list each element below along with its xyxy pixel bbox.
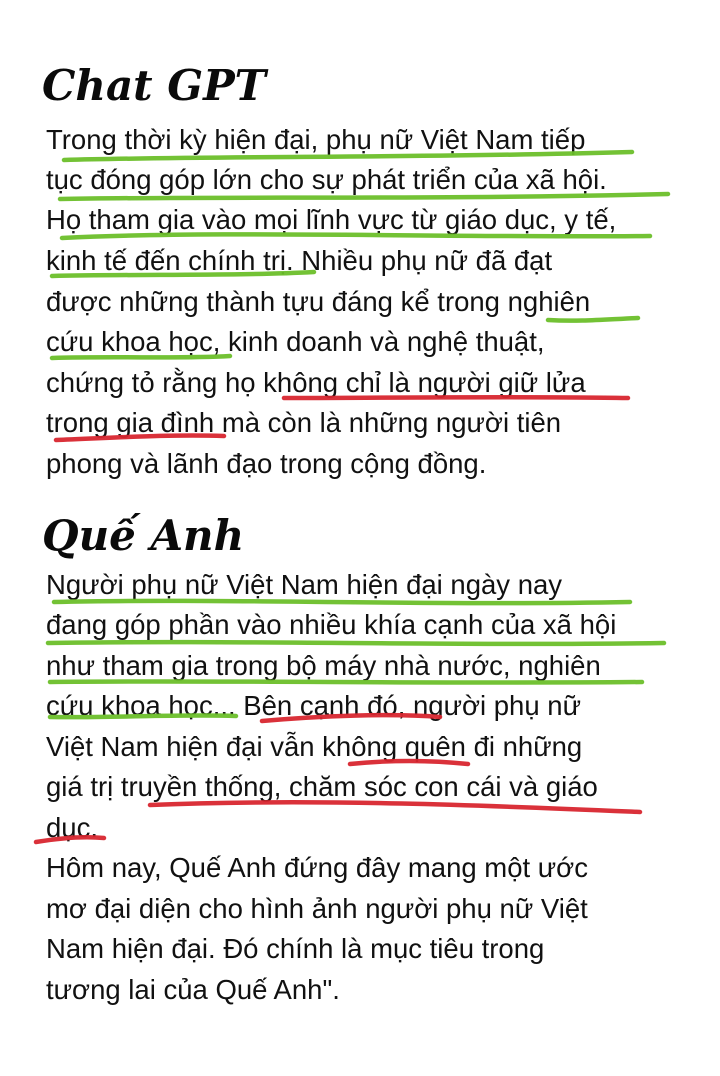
text-line: phong và lãnh đạo trong cộng đồng. — [46, 448, 487, 479]
text-line: Người phụ nữ Việt Nam hiện đại ngày nay — [46, 569, 563, 600]
text-line: đang góp phần vào nhiều khía cạnh của xã hội — [46, 609, 617, 640]
text-line: giá trị truyền thống, chăm sóc con cái và giáo — [46, 771, 598, 802]
text-line: kinh tế đến chính trị. Nhiều phụ nữ đã đạt — [46, 245, 553, 276]
text-line: chứng tỏ rằng họ không chỉ là người giữ lửa — [46, 367, 586, 398]
text-line: dục. — [46, 812, 98, 843]
text-line: mơ đại diện cho hình ảnh người phụ nữ Việt — [46, 893, 588, 924]
text-line: tục đóng góp lớn cho sự phát triển của xã hội. — [46, 164, 607, 195]
text-line: tương lai của Quế Anh". — [46, 974, 340, 1005]
text-line: cứu khoa học... Bên cạnh đó, người phụ nữ — [46, 690, 581, 721]
text-line: cứu khoa học, kinh doanh và nghệ thuật, — [46, 326, 545, 357]
text-line: Nam hiện đại. Đó chính là mục tiêu trong — [46, 933, 545, 964]
text-line: Họ tham gia vào mọi lĩnh vực từ giáo dục, y tế, — [46, 204, 617, 235]
text-line: Việt Nam hiện đại vẫn không quên đi những — [46, 731, 583, 762]
text-line: Trong thời kỳ hiện đại, phụ nữ Việt Nam tiếp — [46, 124, 586, 155]
text-line: Hôm nay, Quế Anh đứng đây mang một ước — [46, 852, 588, 883]
text-line: trong gia đình mà còn là những người tiên — [46, 407, 562, 438]
text-line: được những thành tựu đáng kể trong nghiên — [46, 286, 591, 317]
section-title-chatgpt: Chat GPT — [42, 61, 266, 110]
section-title-queanh: Quế Anh — [42, 511, 245, 560]
text-line: như tham gia trong bộ máy nhà nước, nghiên — [46, 650, 601, 681]
